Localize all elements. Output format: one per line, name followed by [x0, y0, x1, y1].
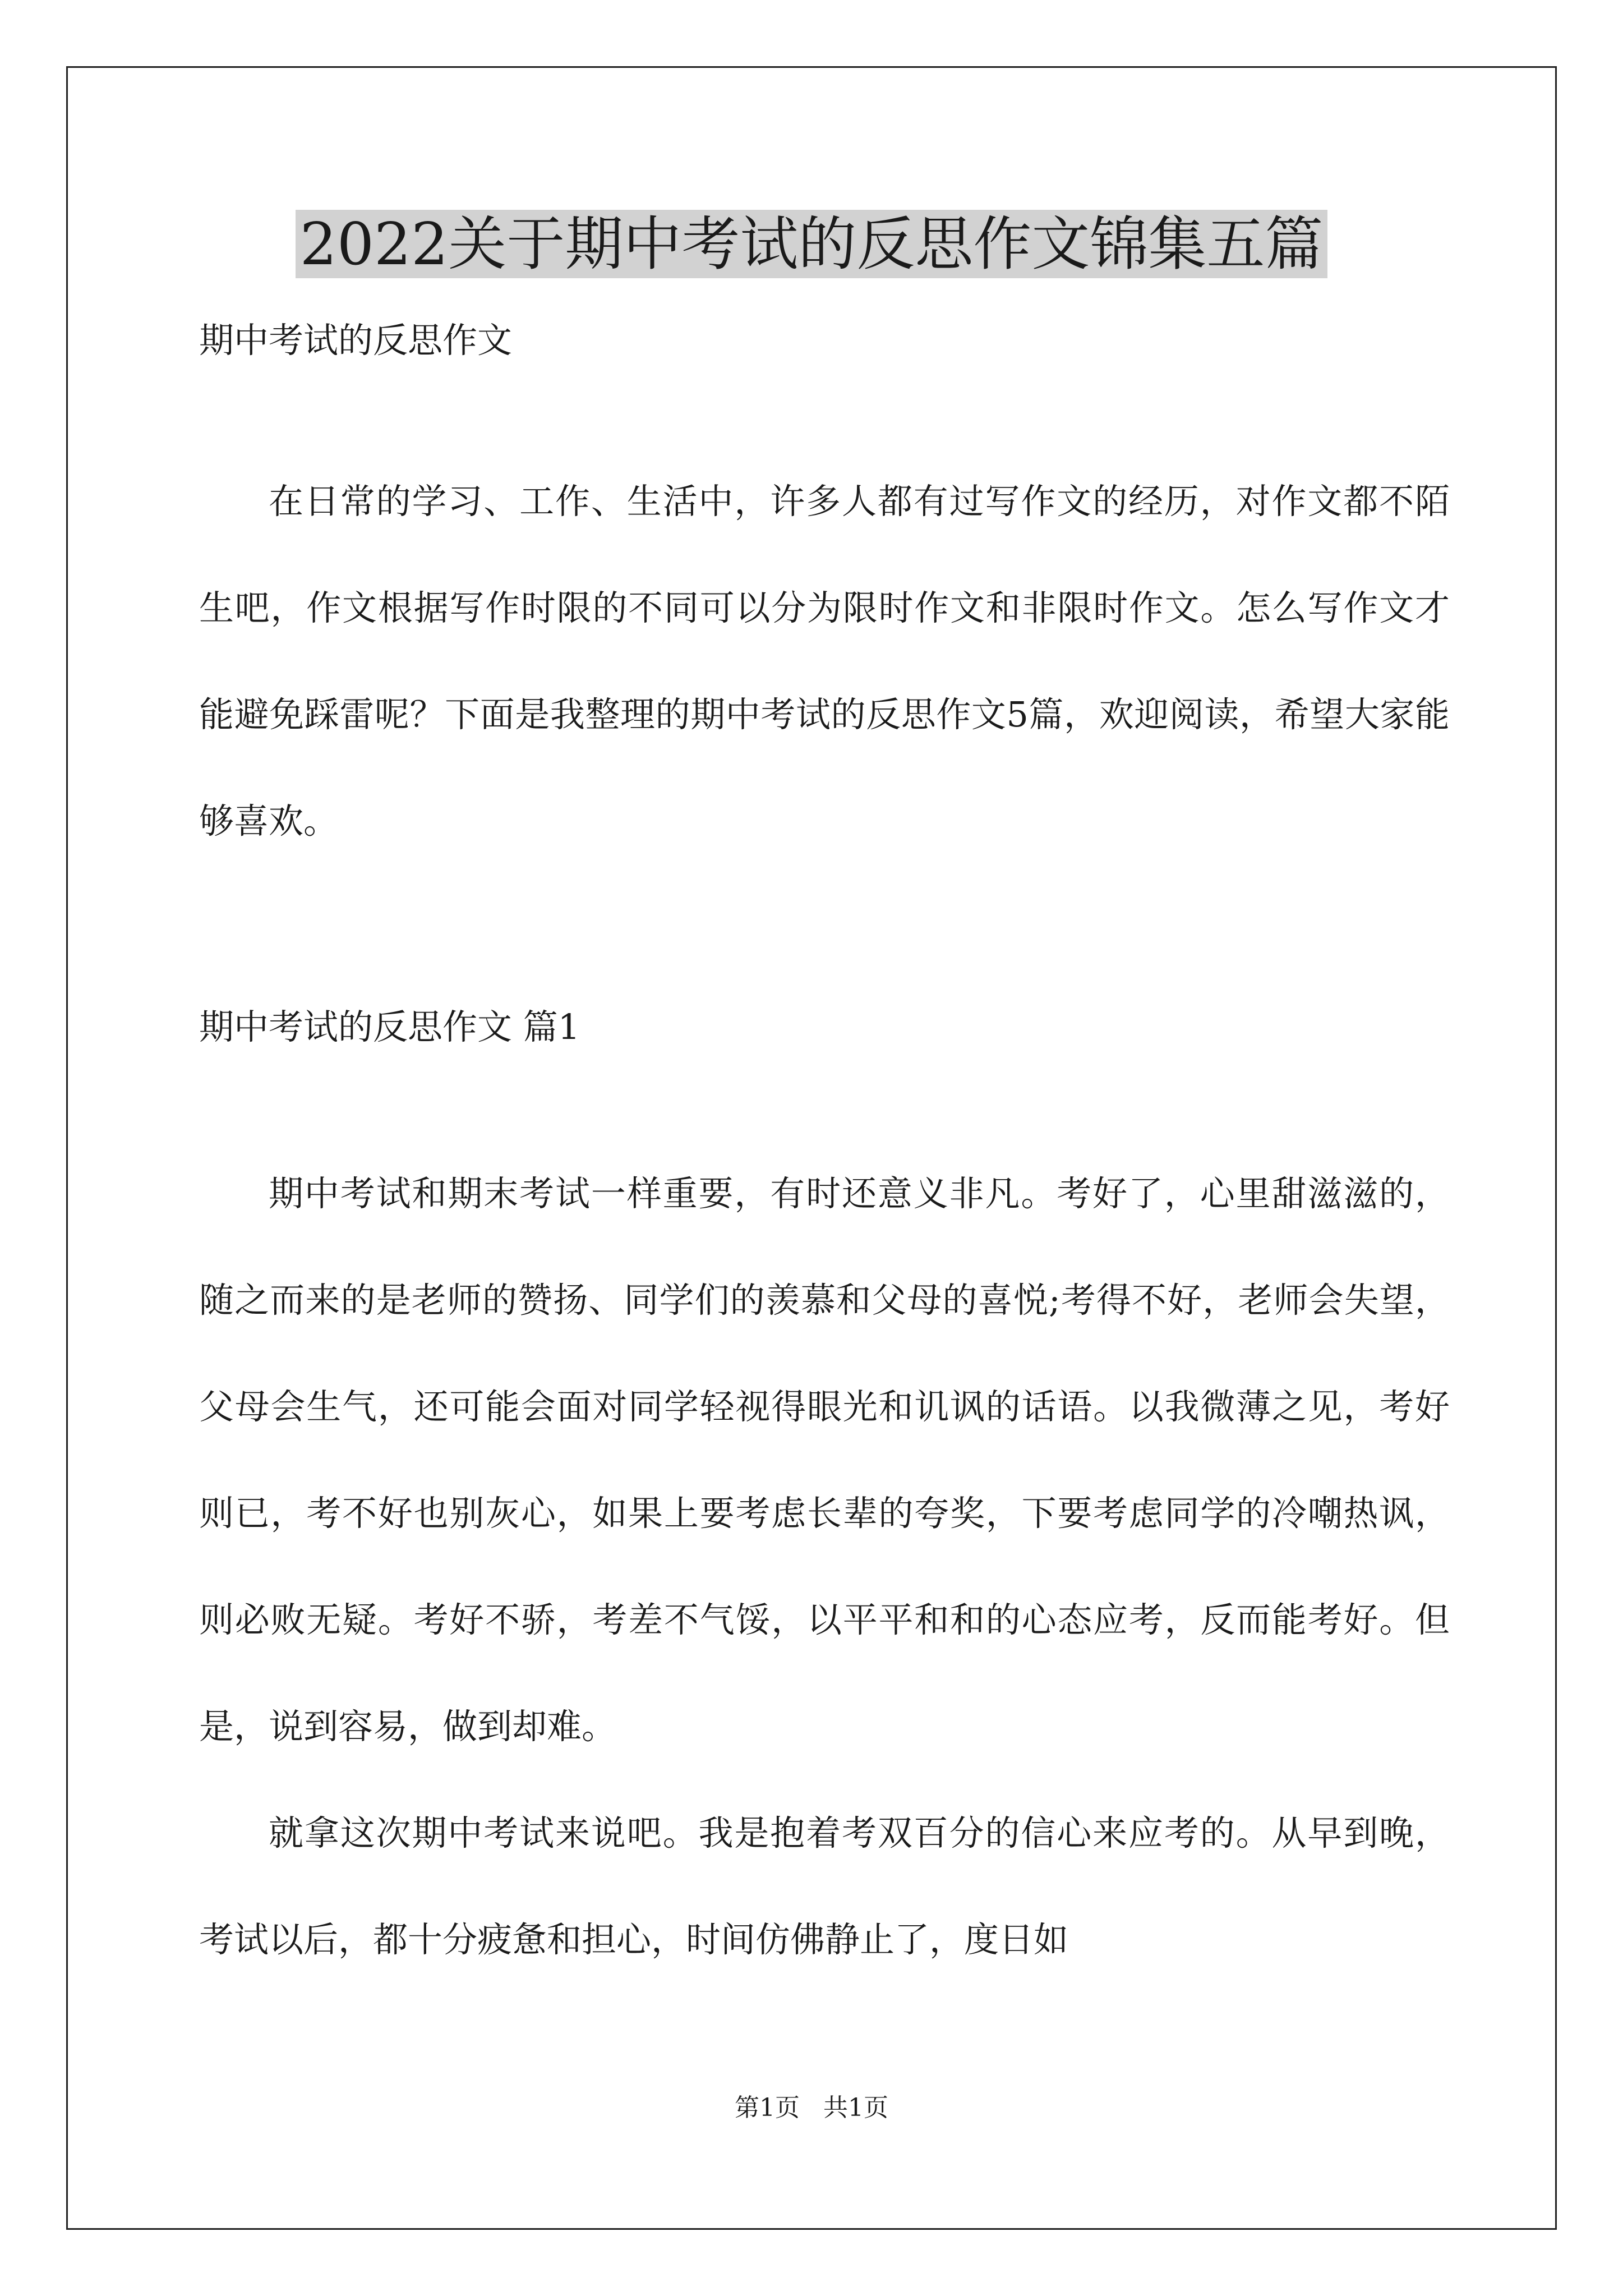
- spacer: [199, 875, 1450, 992]
- paragraph: 期中考试和期末考试一样重要，有时还意义非凡。考好了，心里甜滋滋的，随之而来的是老师的赞扬、同学们的羡慕和父母的喜悦;考得不好，老师会失望，父母会生气，还可能会面对同学轻视得眼光和讥讽的话语。以我微薄之见，考好则已，考不好也别灰心，如果上要考虑长辈的夸奖，下要考虑同学的冷嘲热讽，则必败无疑。考好不骄，考差不气馁，以平平和和的心态应考，反而能考好。但是，说到容易，做到却难。: [199, 1173, 1450, 1747]
- section-heading: 期中考试的反思作文: [199, 320, 513, 361]
- paragraph: 就拿这次期中考试来说吧。我是抱着考双百分的信心来应考的。从早到晚，考试以后，都十分疲惫和担心，时间仿佛静止了，度日如: [199, 1812, 1450, 1960]
- document-body: [199, 306, 1450, 1993]
- document-title: [0, 202, 1623, 286]
- page-footer: 第1页 共1页: [735, 2093, 888, 2122]
- section-heading: 期中考试的反思作文 篇1: [199, 1006, 580, 1047]
- paragraph: 在日常的学习、工作、生活中，许多人都有过写作文的经历，对作文都不陌生吧，作文根据写作时限的不同可以分为限时作文和非限时作文。怎么写作文才能避免踩雷呢？下面是我整理的期中考试的反思作文5篇，欢迎阅读，希望大家能够喜欢。: [199, 481, 1450, 841]
- spacer: [199, 1062, 1450, 1140]
- document-title-text: 2022关于期中考试的反思作文锦集五篇: [296, 210, 1328, 278]
- spacer: [199, 375, 1450, 448]
